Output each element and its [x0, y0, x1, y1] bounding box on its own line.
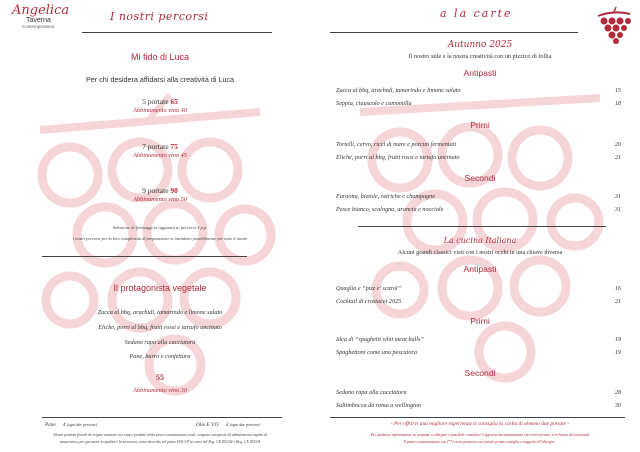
- menu-item: Idea di “spaghetti whit meat balls”: [336, 336, 424, 343]
- menu-price: 21: [614, 298, 621, 305]
- table-note: I nostri percorsi per la loro complessità di preparazione si intendono possibilmente per tutto il tavolo: [72, 236, 248, 241]
- footer-truffle: Il piatto contrassegnato con (**) viene proposto con tartufo prima consiglia e soggetto all’allergia...: [403, 440, 557, 444]
- menu-price: 30: [614, 402, 621, 409]
- menu-price: 21: [614, 154, 621, 161]
- bread-price: 4: [62, 422, 66, 428]
- menu-item: Sedano rapa alla cacciatora: [336, 389, 407, 396]
- left-header: I nostri percorsi: [110, 10, 209, 23]
- menu-item: Quaglia e “pizz e’ scarol”: [336, 285, 402, 292]
- option-3: [60, 186, 260, 203]
- footer-rule: [42, 417, 282, 418]
- menu-item: Cocktail di crostacei 2025: [336, 298, 402, 305]
- brand-sub2: Contemporanea: [22, 24, 55, 29]
- italian-antipasti: Antipasti: [463, 264, 497, 274]
- autumn-subtitle: Il nostro stile e la nostra creatività con un pizzico di follia: [408, 53, 552, 60]
- veg-dish-3: Sedano rapa alla cacciatora: [124, 339, 196, 346]
- option-label: 9 portate: [142, 186, 169, 195]
- section-rule: [42, 256, 247, 257]
- oil-line: [196, 422, 260, 428]
- footer-allergen: Per qualsiasi informazione su sostanze o allergeni è possibile consultare l’apposita documentazione che verrà fornita, a richiesta del personale: [370, 433, 590, 437]
- menu-price: 19: [614, 349, 621, 356]
- bread-note: (ogni due persone): [66, 422, 98, 427]
- veg-pairing: Abbinamento vino 30: [133, 387, 187, 394]
- right-page: [320, 0, 640, 452]
- menu-item: Tortelli, cervo, ricci di mare e porcini fermentati: [336, 141, 457, 148]
- option-label: 7 portate: [142, 142, 169, 151]
- menu-item: Seppia, ciauscolo e camomilla: [336, 100, 412, 107]
- menu-item: Zucca al bbq, arachidi, tamarindo e limone salato: [336, 87, 461, 94]
- block1-title: Mi fido di Luca: [130, 52, 190, 62]
- option-price: 75: [170, 142, 178, 151]
- oil-label: Olio E.V.O: [196, 422, 219, 428]
- menu-price: 28: [614, 389, 621, 396]
- header-rule: [82, 32, 272, 33]
- menu-item: Eliche, porri al bbq, frutti rossi e tartufo uncinato: [336, 154, 460, 161]
- option-pairing: Abbinamento vino 50: [133, 196, 187, 203]
- autumn-secondi: Secondi: [464, 173, 496, 183]
- footer-recommendation-text: Per offrirvi una migliore esperienza si consiglia la scelta di almeno due portate: [394, 421, 566, 427]
- menu-item: Pesce bianco, scalogno, arancia e nocciole: [336, 206, 444, 213]
- autumn-primi: Primi: [470, 120, 490, 130]
- menu-item: Saltimbocca da roma a wellington: [336, 402, 422, 409]
- allergen-note-1: Alcuni prodotti freschi di origine animale, noi vano i prodotti della pesca consumazioni crudi, vengono sottoposti all abbattimento rapido di: [53, 433, 267, 437]
- veg-price: 55: [156, 373, 164, 382]
- veg-dish-1: Zucca al bbq, arachidi, tamarindo e limone salato: [97, 309, 223, 316]
- italian-primi: Primi: [470, 316, 490, 326]
- option-2: [60, 142, 260, 159]
- veg-dish-2: Eliche, porri al bbq, frutti rossi e tartufo uncinato: [98, 324, 222, 331]
- menu-price: 20: [614, 141, 621, 148]
- option-price: 65: [170, 97, 178, 106]
- allergen-note-2: temperatura per garantire la qualità e la sicurezza, come descritto nel piano HACCP ai sensi del Reg. CE 852/04 e Reg. CE 853/04: [59, 440, 261, 444]
- veg-dish-4: Pane, burro e confettura: [129, 353, 191, 360]
- block1-subtitle: Per chi desidera affidarsi alla creatività di Luca: [85, 75, 235, 84]
- option-pairing: Abbinamento vino 40: [133, 107, 187, 114]
- cheese-note: Selezione di formaggi in aggiunta ai percorsi 5 p.p.: [112, 225, 208, 230]
- menu-price: 19: [614, 336, 621, 343]
- section-rule: [358, 226, 606, 227]
- option-label: 5 portate: [142, 97, 169, 106]
- italian-secondi: Secondi: [464, 368, 496, 378]
- header-rule: [330, 32, 578, 33]
- autumn-title: Autunno 2025: [447, 40, 513, 50]
- menu-price: 31: [614, 193, 621, 200]
- brand-logo: [12, 4, 82, 29]
- brand-name: Angelica: [12, 3, 70, 18]
- grape-logo-icon: [594, 6, 634, 46]
- option-1: [60, 97, 260, 114]
- footer-recommendation: - Per offrirvi una migliore esperienza si consiglia la scelta di almeno due portate -: [390, 421, 570, 427]
- block2-title: Il protagonista vegetale: [113, 283, 207, 293]
- bread-line: [45, 422, 97, 428]
- menu-price: 16: [614, 285, 621, 292]
- italian-subtitle: Alcuni grandi classici visti con i nostri occhi in una chiave diversa: [397, 249, 563, 256]
- menu-price: 15: [614, 87, 621, 94]
- brand-sub1: Taverna: [26, 17, 51, 24]
- right-header: a la carte: [440, 7, 513, 20]
- menu-price: 18: [614, 100, 621, 107]
- menu-item: Faraona, bietole, ostriche e champagne: [336, 193, 435, 200]
- italian-title: La cucina Italiana: [443, 236, 517, 245]
- oil-price: 3: [225, 422, 229, 428]
- autumn-antipasti: Antipasti: [463, 68, 497, 78]
- menu-item: Spaghettoni come una pescatora: [336, 349, 417, 356]
- option-pairing: Abbinamento vino 45: [133, 152, 187, 159]
- option-price: 90: [170, 186, 178, 195]
- bread-label: Pane: [45, 422, 56, 428]
- footer-rule: [330, 417, 625, 418]
- menu-price: 31: [614, 206, 621, 213]
- oil-note: (ogni due persone): [229, 422, 260, 427]
